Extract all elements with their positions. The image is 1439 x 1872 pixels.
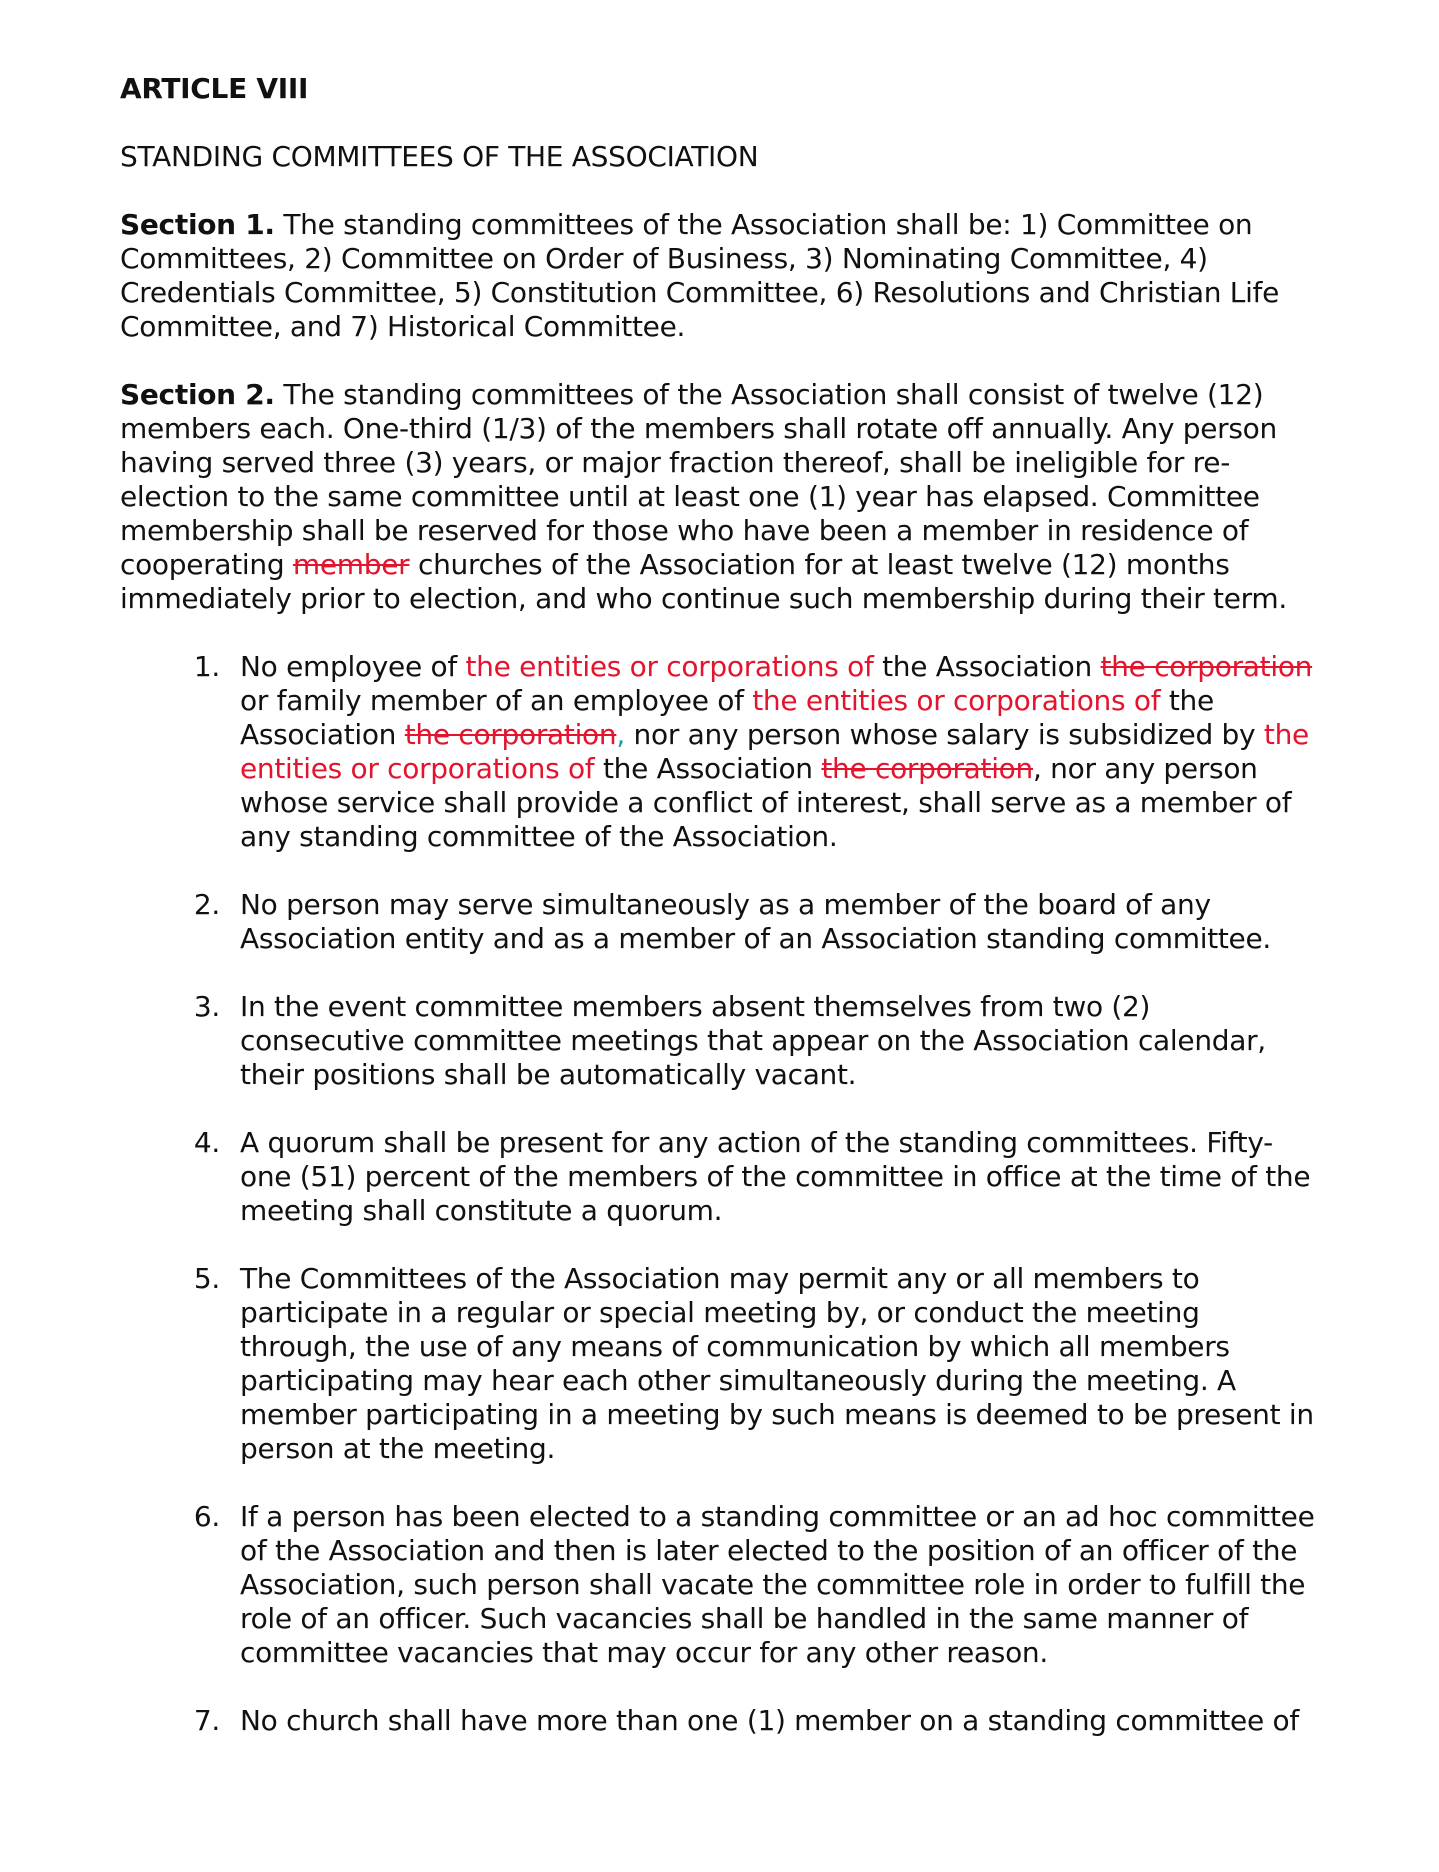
list-item xyxy=(120,990,1320,1092)
list-item-text: No person may serve simultaneously as a member of the board of any Association entity and as a member of an Association standing committee. xyxy=(240,888,1272,955)
list-item-text: If a person has been elected to a standing committee or an ad hoc committee of the Association and then is later elected to the position of an officer of the Association, such person shall vacate the committee role in order to fulfill the role of an officer. Such vacancies shall be handled in the same manner of committee vacancies that may occur for any other reason. xyxy=(240,1500,1315,1669)
section-2-heading: Section 2. xyxy=(120,378,275,411)
item-text-part: or family member of an employee of xyxy=(240,684,753,717)
item-text-part: nor any person whose salary is subsidized by xyxy=(624,718,1264,751)
item-text-part: , nor any person whose service shall provide a conflict of interest, shall serve as a member of any standing committee of the Association. xyxy=(240,752,1292,853)
list-item-text: The Committees of the Association may permit any or all members to participate in a regular or special meeting by, or conduct the meeting through, the use of any means of communication by which all members participating may hear each other simultaneously during the meeting. A member participating in a meeting by such means is deemed to be present in person at the meeting. xyxy=(240,1262,1314,1465)
deleted-text: the corporation xyxy=(404,718,617,751)
list-item-number: 1. xyxy=(193,650,220,683)
item-text-part: the Association xyxy=(594,752,822,785)
list-item-number: 5. xyxy=(193,1262,220,1295)
item-text-part: the Association xyxy=(873,650,1101,683)
item-text-part: No employee of xyxy=(240,650,466,683)
list-item xyxy=(120,1500,1320,1670)
section-1-heading: Section 1. xyxy=(120,208,275,241)
inserted-text: the entities or corporations of xyxy=(465,650,874,683)
list-item xyxy=(120,888,1320,956)
list-item-text: No church shall have more than one (1) member on a standing committee of xyxy=(240,1704,1299,1737)
article-subtitle: STANDING COMMITTEES OF THE ASSOCIATION xyxy=(120,140,759,173)
list-item xyxy=(120,1126,1320,1228)
section-2-text-b: churches of the Association for at least twelve (12) months immediately prior to election, and who continue such membership during their term. xyxy=(120,548,1287,615)
list-item xyxy=(120,1262,1320,1466)
article-title: ARTICLE VIII xyxy=(120,72,309,105)
list-item-text: In the event committee members absent themselves from two (2) consecutive committee meetings that appear on the Association calendar, their positions shall be automatically vacant. xyxy=(240,990,1266,1091)
list-item xyxy=(120,650,1320,854)
list-item xyxy=(120,1704,1320,1738)
item-text-part: the Association xyxy=(240,684,1214,751)
inserted-comma: , xyxy=(616,718,625,751)
list-item-number: 6. xyxy=(193,1500,220,1533)
section-1-text: The standing committees of the Association shall be: 1) Committee on Committees, 2) Committee on Order of Business, 3) Nominating Committee, 4) Credentials Committee, 5) Constitution Committee, 6) Resolutions and Christian Life Committee, and 7) Historical Committee. xyxy=(120,208,1280,343)
deleted-text: the corporation xyxy=(1100,650,1313,683)
list-item-number: 4. xyxy=(193,1126,220,1159)
section-2-list xyxy=(120,650,1320,1738)
list-item-text xyxy=(240,650,1320,854)
inserted-text: the entities or corporations of xyxy=(752,684,1161,717)
section-1 xyxy=(120,208,1320,344)
document-page xyxy=(120,72,1320,1738)
deleted-text: member xyxy=(292,548,410,581)
list-item-text: A quorum shall be present for any action of the standing committees. Fifty-one (51) percent of the members of the committee in office at the time of the meeting shall constitute a quorum. xyxy=(240,1126,1311,1227)
list-item-number: 2. xyxy=(193,888,220,921)
section-2 xyxy=(120,378,1320,616)
list-item-number: 3. xyxy=(193,990,220,1023)
inserted-text: the entities or corporations of xyxy=(240,718,1309,785)
section-2-text-a: The standing committees of the Association shall consist of twelve (12) members each. One-third (1/3) of the members shall rotate off annually. Any person having served three (3) years, or major fraction thereof, shall be ineligible for re-election to the same committee until at least one (1) year has elapsed. Committee membership shall be reserved for those who have been a member in residence of cooperating xyxy=(120,378,1277,581)
list-item-number: 7. xyxy=(193,1704,220,1737)
deleted-text: the corporation xyxy=(821,752,1033,785)
